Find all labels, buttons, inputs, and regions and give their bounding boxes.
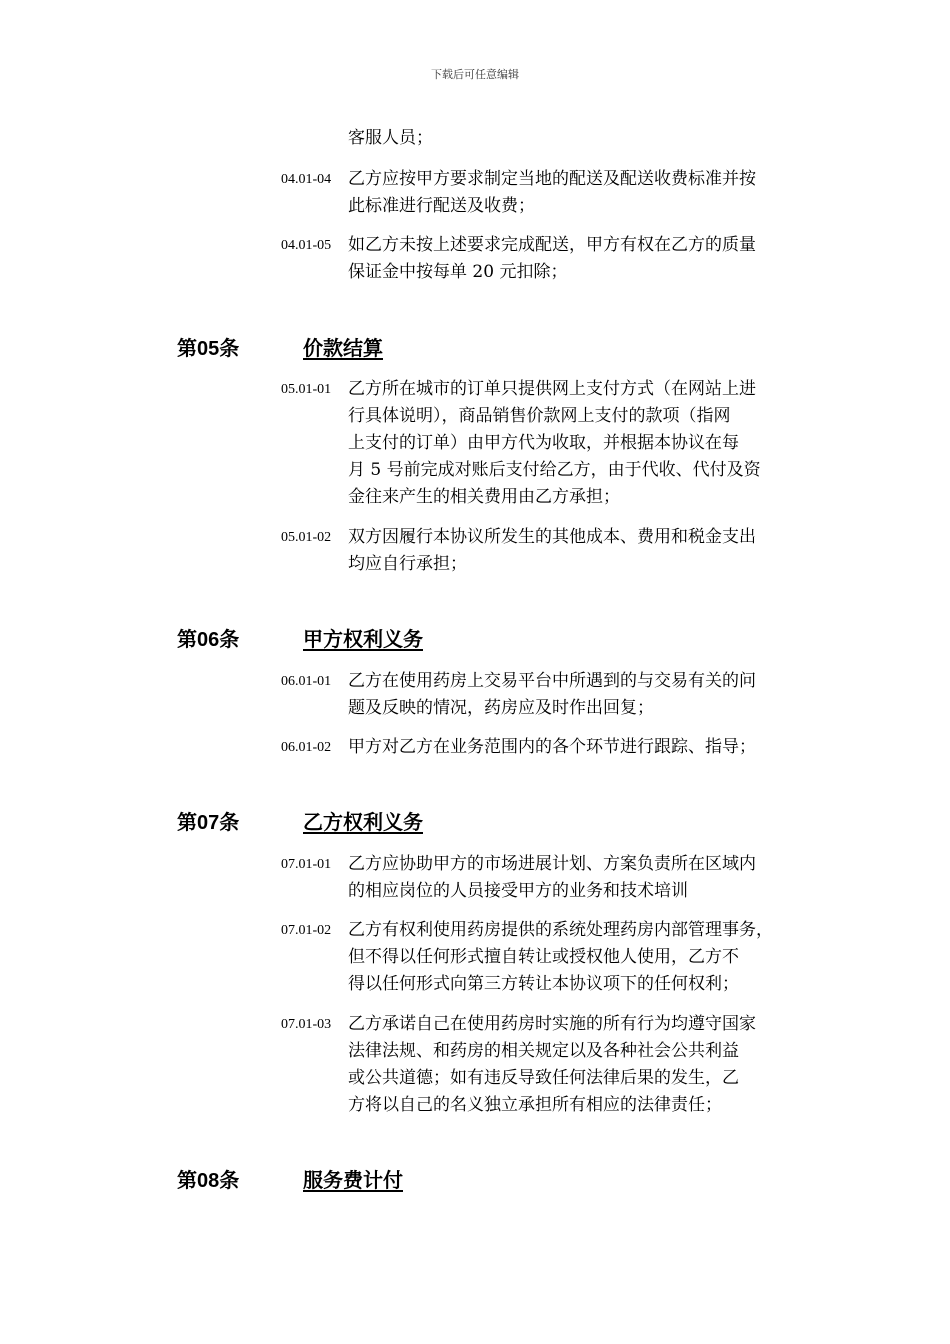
clause-05-01-01 [281, 376, 821, 511]
clause-04-01-05 [281, 232, 821, 286]
clause-text: 乙方承诺自己在使用药房时实施的所有行为均遵守国家 法律法规、和药房的相关规定以及各种社会公共利益 或公共道德；如有违反导致任何法律后果的发生，乙 方将以自己的名义独立承担所有相应的法律责任； [348, 1014, 756, 1115]
section-title: 价款结算 [303, 338, 383, 360]
clause-text: 乙方有权利使用药房提供的系统处理药房内部管理事务， 但不得以任何形式擅自转让或授权他人使用，乙方不 得以任何形式向第三方转让本协议项下的任何权利； [348, 920, 773, 994]
clause-text: 如乙方未按上述要求完成配送，甲方有权在乙方的质量 保证金中按每单 20 元扣除； [348, 235, 756, 282]
clause-07-01-03 [281, 1011, 821, 1119]
clause-04-01-04 [281, 166, 821, 220]
clause-number: 05.01-02 [281, 530, 332, 545]
page-header-note: 下载后可任意编辑 [431, 68, 519, 81]
section-number: 第08条 [177, 1170, 240, 1192]
continued-clause-text: 客服人员； [348, 128, 433, 148]
clause-text: 双方因履行本协议所发生的其他成本、费用和税金支出 均应自行承担； [348, 527, 756, 574]
clause-number: 06.01-01 [281, 674, 332, 689]
clause-text: 乙方在使用药房上交易平台中所遇到的与交易有关的问 题及反映的情况，药房应及时作出回复； [348, 671, 756, 718]
section-number: 第06条 [177, 629, 240, 651]
clause-text: 乙方应按甲方要求制定当地的配送及配送收费标准并按 此标准进行配送及收费； [348, 169, 756, 216]
section-title: 服务费计付 [303, 1170, 403, 1192]
clause-07-01-01 [281, 851, 821, 905]
clause-number: 07.01-03 [281, 1017, 332, 1032]
clause-number: 04.01-04 [281, 172, 332, 187]
clause-07-01-02 [281, 917, 821, 998]
clause-number: 07.01-01 [281, 857, 332, 872]
clause-number: 04.01-05 [281, 238, 332, 253]
clause-06-01-01 [281, 668, 821, 722]
section-06-heading [177, 625, 677, 655]
section-07-heading [177, 808, 677, 838]
section-number: 第05条 [177, 338, 240, 360]
clause-text: 乙方所在城市的订单只提供网上支付方式（在网站上进 行具体说明），商品销售价款网上支付的款项（指网 上支付的订单）由甲方代为收取，并根据本协议在每 月 5 号前完成对账后支付给乙方，由于代收、代付及资 金往来产生的相关费用由乙方承担； [348, 379, 761, 507]
section-05-heading [177, 334, 677, 364]
clause-06-01-02 [281, 734, 821, 761]
section-08-heading [177, 1166, 677, 1196]
section-title: 乙方权利义务 [303, 812, 423, 834]
clause-number: 05.01-01 [281, 382, 332, 397]
clause-text: 甲方对乙方在业务范围内的各个环节进行跟踪、指导； [348, 737, 756, 757]
clause-number: 06.01-02 [281, 740, 332, 755]
section-title: 甲方权利义务 [303, 629, 423, 651]
clause-number: 07.01-02 [281, 923, 332, 938]
clause-text: 乙方应协助甲方的市场进展计划、方案负责所在区域内 的相应岗位的人员接受甲方的业务和技术培训 [348, 854, 756, 901]
clause-05-01-02 [281, 524, 821, 578]
section-number: 第07条 [177, 812, 240, 834]
